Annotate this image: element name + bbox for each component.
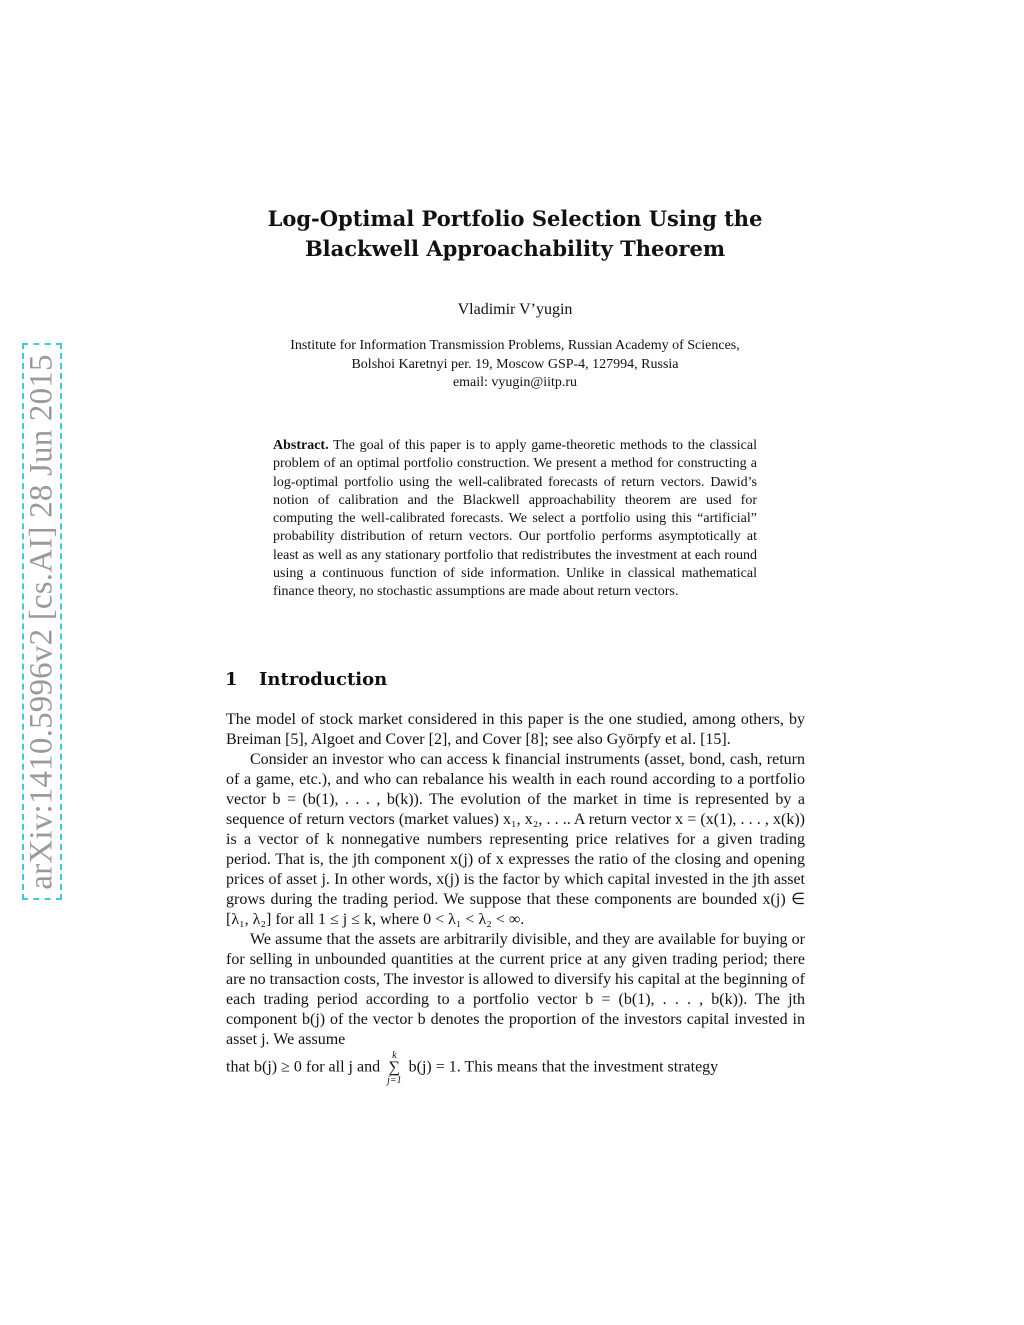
abstract xyxy=(273,437,757,602)
affiliation-address: Bolshoi Karetnyi per. 19, Moscow GSP-4, 127994, Russia xyxy=(351,356,679,372)
arxiv-identifier-stamp xyxy=(22,343,62,900)
sum-upper-limit: k xyxy=(392,1050,397,1061)
summation xyxy=(387,1050,402,1086)
section-title: Introduction xyxy=(259,669,388,690)
affiliation xyxy=(225,337,805,393)
affiliation-email: email: vyugin@iitp.ru xyxy=(452,375,578,390)
paragraph-4-before-sum: that b(j) ≥ 0 for all j and xyxy=(226,1058,381,1076)
body-text xyxy=(226,710,805,1086)
abstract-text: The goal of this paper is to apply game-theoretic methods to the classical problem of an optimal portfolio construction. We present a method for constructing a log-optimal portfolio using the well-calibrated forecasts of return vectors. Dawid’s notion of calibration and the Blackwell approachability theorem are used for computing the well-calibrated forecasts. We select a portfolio using this “artificial” probability distribution of return vectors. Our portfolio performs asymptotically at least as well as any stationary portfolio that redistributes the investment at each round using a continuous function of side information. Unlike in classical mathematical finance theory, no stochastic assumptions are made about return vectors. xyxy=(273,438,757,600)
section-heading xyxy=(225,669,805,690)
paper-title: Log-Optimal Portfolio Selection Using the Blackwell Approachability Theorem xyxy=(267,206,763,261)
section-number: 1 xyxy=(225,669,238,690)
paragraph-1: The model of stock market considered in this paper is the one studied, among others, by Breiman [5], Algoet and Cover [2], and Cover [8]; see also Györpfy et al. [15]. xyxy=(226,711,805,748)
sum-symbol: ∑ xyxy=(388,1059,401,1076)
paragraph-3: We assume that the assets are arbitrarily divisible, and they are available for buying or for selling in unbounded quantities at the current price at any given trading period; there are no transaction costs, The investor is allowed to diversify his capital at the beginning of each trading period according to a portfolio vector b = (b(1), . . . , b(k)). The jth component b(j) of the vector b denotes the proportion of the investors capital invested in asset j. We assume xyxy=(226,931,805,1048)
paragraph-4-after-sum: b(j) = 1. This means that the investment strategy xyxy=(408,1058,719,1076)
author-name: Vladimir V’yugin xyxy=(457,301,573,318)
paragraph-4 xyxy=(226,1050,805,1086)
sum-lower-limit: j=1 xyxy=(387,1075,402,1086)
abstract-label: Abstract. xyxy=(273,438,329,453)
affiliation-institute: Institute for Information Transmission Problems, Russian Academy of Sciences, xyxy=(290,338,740,353)
paragraph-2: Consider an investor who can access k financial instruments (asset, bond, cash, return of a game, etc.), and who can rebalance his wealth in each round according to a portfolio vector b = (b(1), . . . , b(k)). The evolution of the market in time is represented by a sequence of return vectors (market values) x₁, x₂, . . .. A return vector x = (x(1), . . . , x(k)) is a vector of k nonnegative numbers representing price relatives for a given trading period. That is, the jth component x(j) of x expresses the ratio of the closing and opening prices of asset j. In other words, x(j) is the factor by which capital invested in the jth asset grows during the trading period. We suppose that these components are bounded x(j) ∈ [λ₁, λ₂] for all 1 ≤ j ≤ k, where 0 < λ₁ < λ₂ < ∞. xyxy=(226,751,805,928)
arxiv-identifier: arXiv:1410.5996v2 [cs.AI] 28 Jun 2015 xyxy=(23,353,60,890)
